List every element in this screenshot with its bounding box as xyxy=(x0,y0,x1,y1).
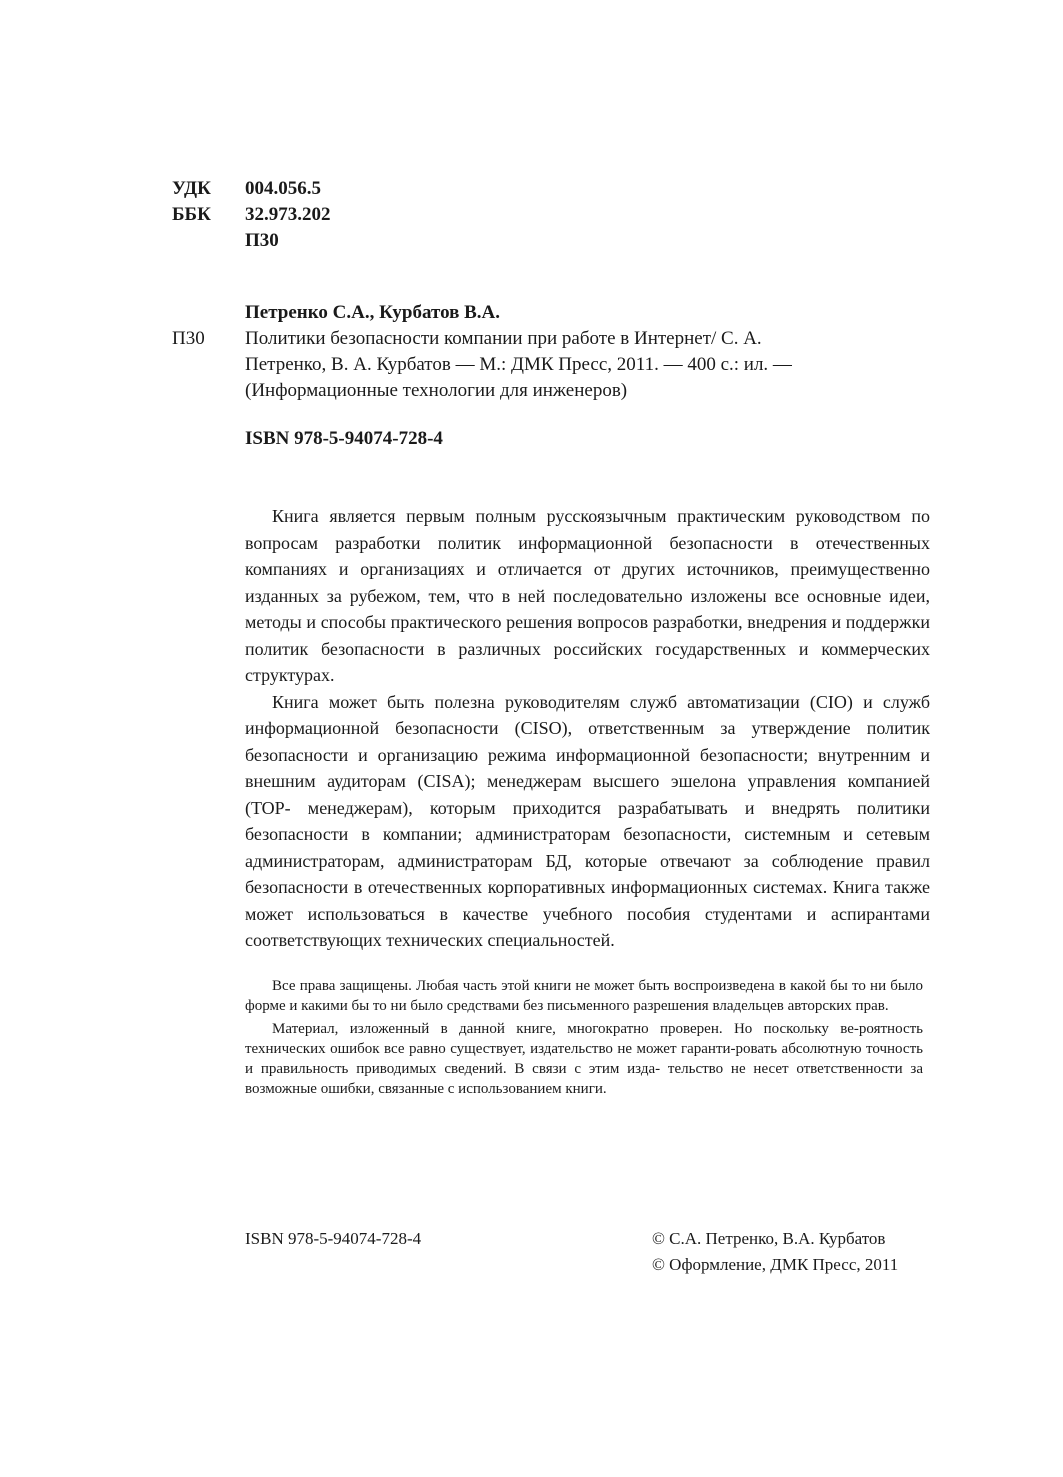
author-mark-row xyxy=(172,228,331,254)
udk-label: УДК xyxy=(172,178,211,199)
abstract-paragraph: Книга является первым полным русскоязычным практическим руководством по вопросам разработки политик информационной безопасности в отечественных компаниях и организациях и отличается от других источников, преимущественно изданных за рубежом, тем, что в ней последовательно изложены все основные идеи, методы и способы практического решения вопросов разработки, внедрения и поддержки политик безопасности в различных российских государственных и коммерческих структурах. xyxy=(245,506,930,685)
rights-notice xyxy=(245,976,923,1102)
udk-row xyxy=(172,176,331,202)
bbk-value: 32.973.202 xyxy=(245,204,331,225)
bib-line: Политики безопасности компании при работе в Интернет/ С. А. xyxy=(245,328,762,349)
isbn-heading: ISBN 978-5-94074-728-4 xyxy=(245,428,443,449)
bbk-row xyxy=(172,202,331,228)
copyright-line: © Оформление, ДМК Пресс, 2011 xyxy=(652,1255,899,1274)
bibliographic-description xyxy=(245,326,885,404)
udk-value: 004.056.5 xyxy=(245,178,321,199)
copyright-block xyxy=(652,1226,898,1278)
abstract xyxy=(245,503,930,954)
author-mark: П30 xyxy=(245,230,279,251)
rights-paragraph: Все права защищены. Любая часть этой книги не может быть воспроизведена в какой бы то ни было форме и какими бы то ни было средствами без письменного разрешения владельцев авторских прав. xyxy=(245,978,923,1015)
copyright-line: © С.А. Петренко, В.А. Курбатов xyxy=(652,1229,886,1248)
bib-line: Петренко, В. А. Курбатов — М.: ДМК Пресс, 2011. — 400 с.: ил. — xyxy=(245,354,792,375)
footer-isbn: ISBN 978-5-94074-728-4 xyxy=(245,1229,422,1248)
abstract-paragraph: Книга может быть полезна руководителям служб автоматизации (CIO) и служб информационной безопасности (CISO), ответственным за утверждение политик безопасности и организацию режима информационной безопасности; внутренним и внешним аудиторам (CISA); менеджерам высшего эшелона управления компанией (TOP- менеджерам), которым приходится разрабатывать и внедрять политики безопасности в компании; администраторам безопасности, системным и сетевым администраторам, администраторам БД, которые отвечают за соблюдение правил безопасности в отечественных корпоративных информационных системах. Книга также может использоваться в качестве учебного пособия студентами и аспирантами соответствующих технических специальностей. xyxy=(245,691,930,950)
classification-block xyxy=(172,176,331,254)
rights-paragraph: Материал, изложенный в данной книге, многократно проверен. Но поскольку ве-роятность технических ошибок все равно существует, издательство не может гаранти-ровать абсолютную точность и правильность приводимых сведений. В связи с этим изда- тельство не несет ответственности за возможные ошибки, связанные с использованием книги. xyxy=(245,1020,923,1098)
bbk-label: ББК xyxy=(172,204,211,225)
authors-heading: Петренко С.А., Курбатов В.А. xyxy=(245,302,501,323)
bibliographic-author-mark: П30 xyxy=(172,328,205,349)
bib-line: (Информационные технологии для инженеров) xyxy=(245,380,628,401)
